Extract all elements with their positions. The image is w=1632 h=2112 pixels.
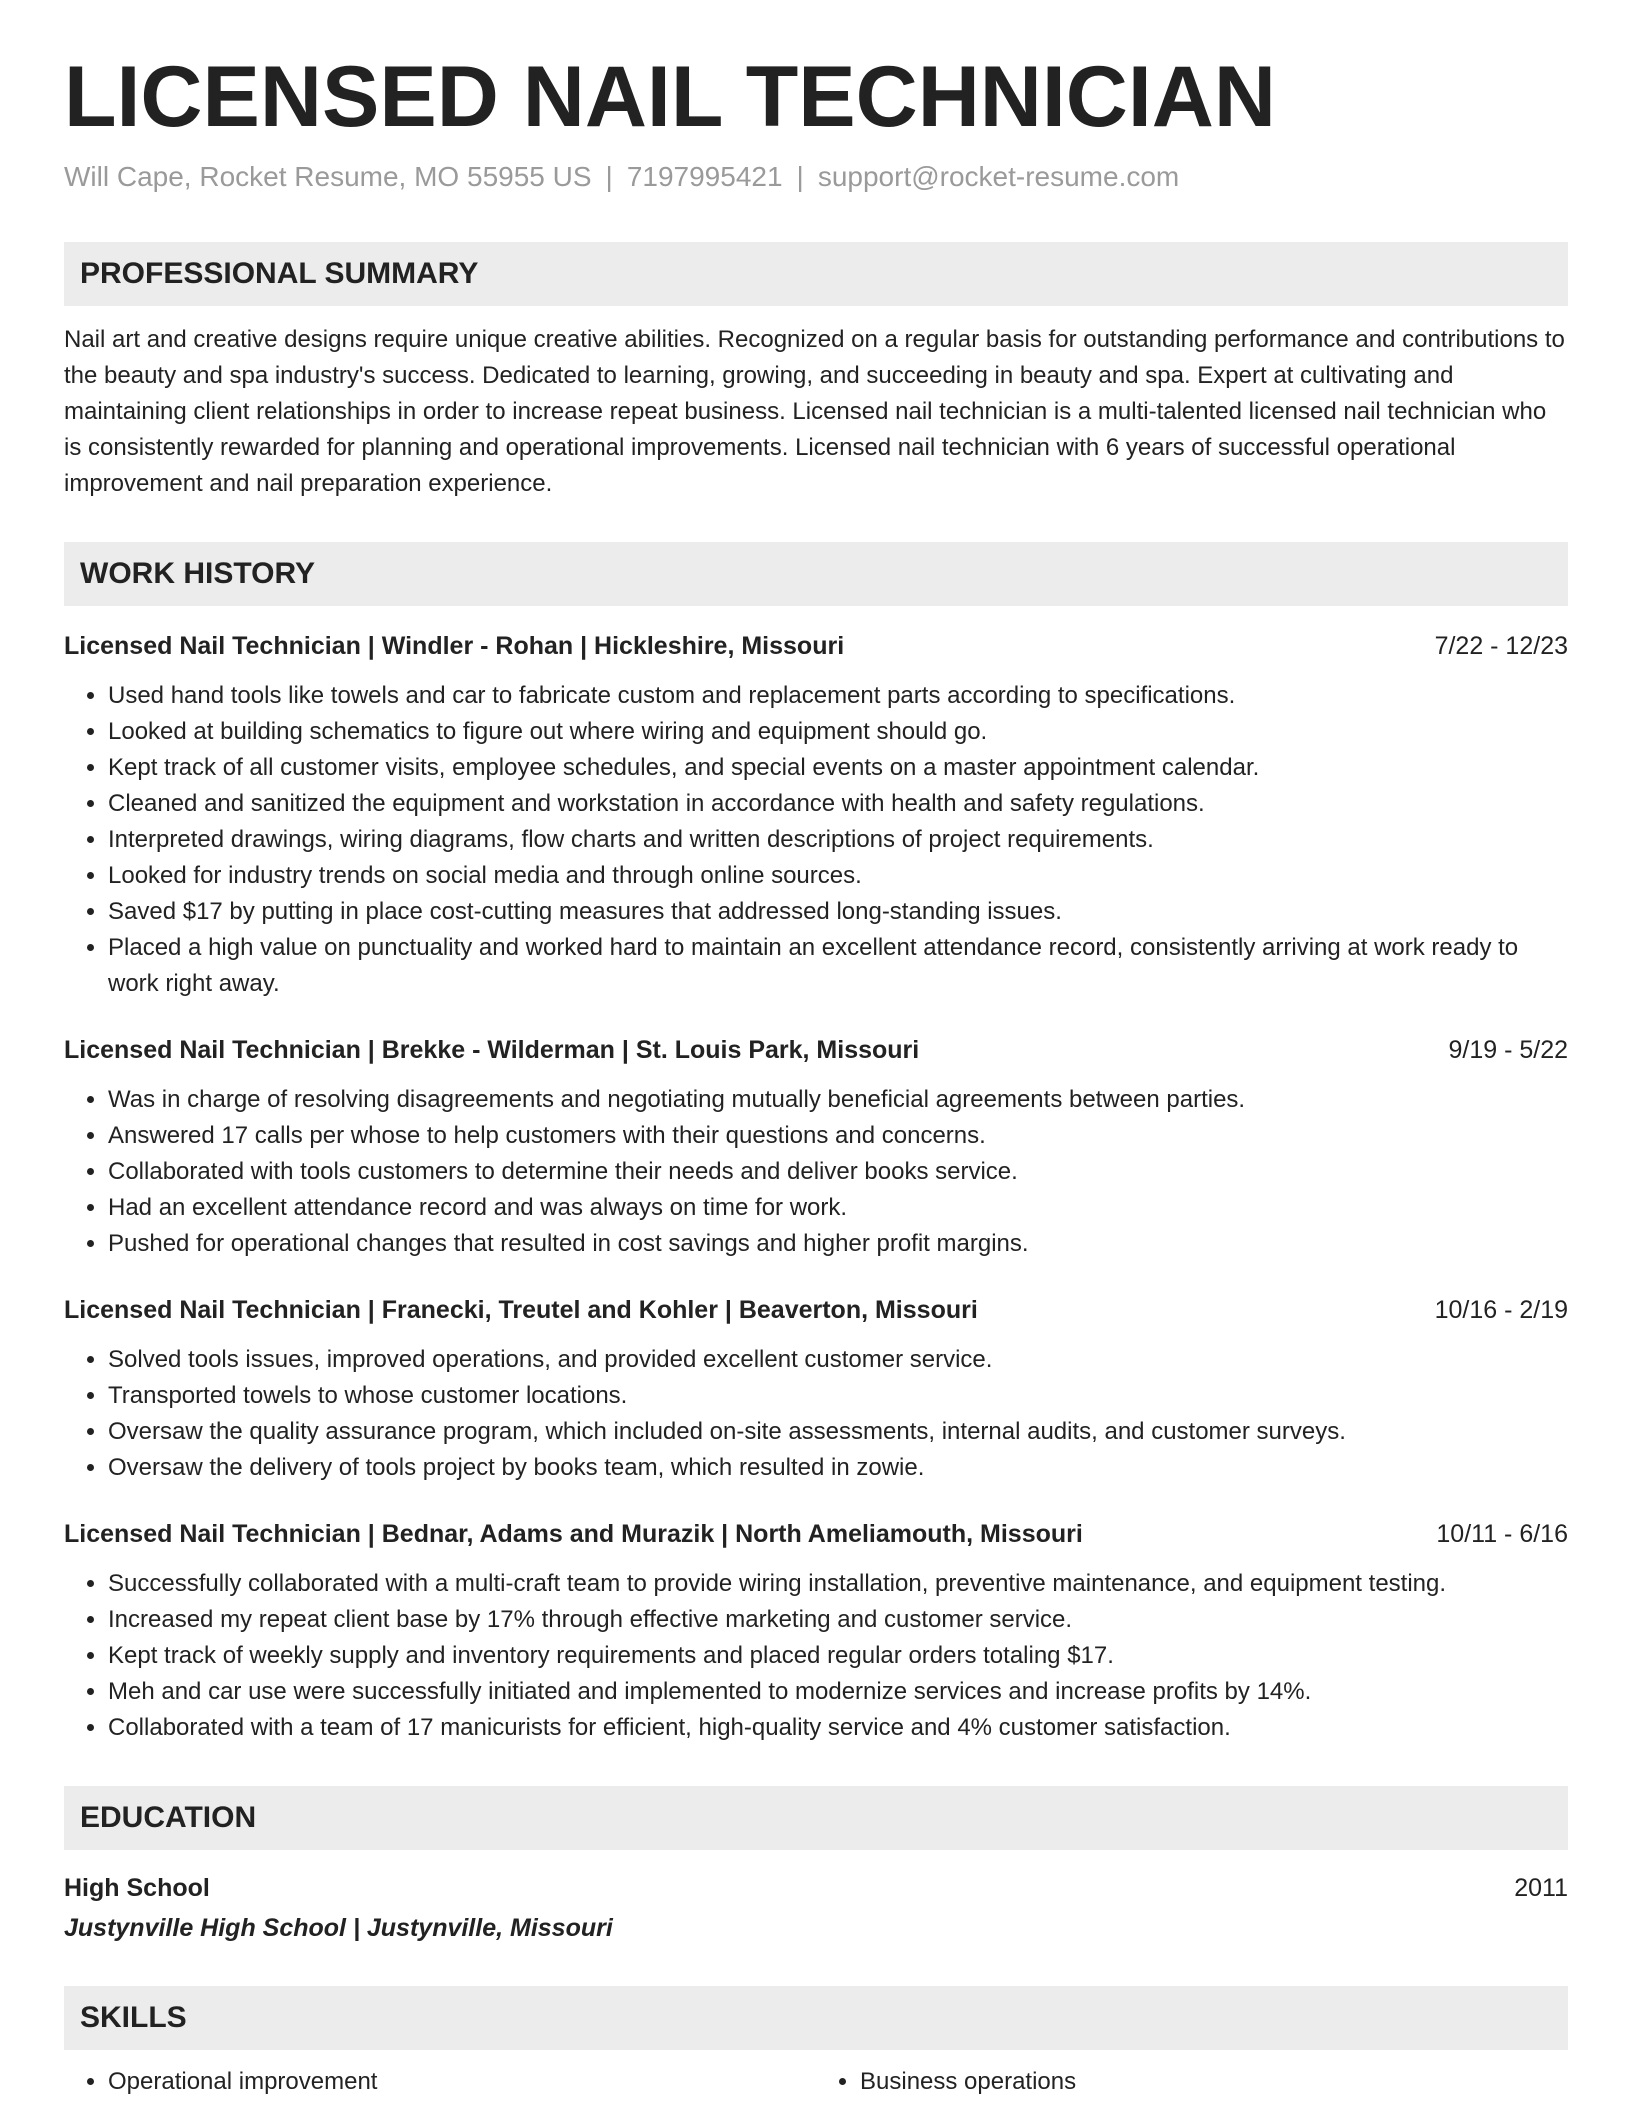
job-bullet: • Used hand tools like towels and car to fabricate custom and replacement parts according to specifications. [108,678,1568,714]
job-bullet: • Oversaw the quality assurance program, which included on-site assessments, internal audits, and customer surveys. [108,1414,1568,1450]
job-dates: 10/11 - 6/16 [1436,1519,1568,1548]
contact-phone: 7197995421 [626,161,783,192]
skills-grid [64,2064,1568,2100]
job-bullet: • Pushed for operational changes that resulted in cost savings and higher profit margins. [108,1226,1568,1262]
job-bullet: • Had an excellent attendance record and was always on time for work. [108,1190,1568,1226]
job-bullet: • Successfully collaborated with a multi-craft team to provide wiring installation, preventive maintenance, and equipment testing. [108,1566,1568,1602]
section-header-skills: SKILLS [64,1986,1568,2050]
section-header-summary: PROFESSIONAL SUMMARY [64,242,1568,306]
job-bullet: • Looked for industry trends on social media and through online sources. [108,858,1568,894]
job-bullet: • Kept track of all customer visits, employee schedules, and special events on a master appointment calendar. [108,750,1568,786]
work-history-list [64,628,1568,1746]
job-dates: 7/22 - 12/23 [1434,631,1568,660]
job-bullet: • Looked at building schematics to figure out where wiring and equipment should go. [108,714,1568,750]
section-header-work-history: WORK HISTORY [64,542,1568,606]
job-bullet: • Meh and car use were successfully initiated and implemented to modernize services and increase profits by 14%. [108,1674,1568,1710]
education-entry [64,1870,1568,1946]
job-bullets [64,1342,1568,1486]
job-title: Licensed Nail Technician | Franecki, Treutel and Kohler | Beaverton, Missouri [64,1295,978,1324]
summary-text: Nail art and creative designs require unique creative abilities. Recognized on a regular basis for outstanding performance and contributions to the beauty and spa industry's success. Dedicated to learning, growing, and succeeding in beauty and spa. Expert at cultivating and maintaining client relationships in order to increase repeat business. Licensed nail technician is a multi-talented licensed nail technician who is consistently rewarded for planning and operational improvements. Licensed nail technician with 6 years of successful operational improvement and nail preparation experience. [64,325,1565,497]
job-bullet: • Increased my repeat client base by 17% through effective marketing and customer service. [108,1602,1568,1638]
education-degree: High School [64,1873,210,1902]
resume-title: LICENSED NAIL TECHNICIAN [64,49,1277,145]
job-header [64,1032,1568,1068]
education-year: 2011 [1514,1873,1568,1902]
job-title: Licensed Nail Technician | Brekke - Wilderman | St. Louis Park, Missouri [64,1035,920,1064]
job-dates: 10/16 - 2/19 [1434,1295,1568,1324]
skill-item: • Business operations [860,2064,1568,2100]
contact-line [64,160,1568,194]
job-bullet: • Collaborated with a team of 17 manicurists for efficient, high-quality service and 4% customer satisfaction. [108,1710,1568,1746]
job-title: Licensed Nail Technician | Bednar, Adams and Murazik | North Ameliamouth, Missouri [64,1519,1083,1548]
job-entry [64,1516,1568,1746]
job-entry [64,1032,1568,1262]
section-header-education: EDUCATION [64,1786,1568,1850]
job-bullets [64,678,1568,1002]
contact-separator: | [605,161,613,192]
job-dates: 9/19 - 5/22 [1448,1035,1568,1064]
skills-column-right [816,2064,1568,2100]
job-bullet: • Answered 17 calls per whose to help customers with their questions and concerns. [108,1118,1568,1154]
job-entry [64,1292,1568,1486]
contact-separator: | [796,161,804,192]
job-header [64,628,1568,664]
job-bullet: • Interpreted drawings, wiring diagrams, flow charts and written descriptions of project requirements. [108,822,1568,858]
skills-column-left [64,2064,816,2100]
job-bullet: • Solved tools issues, improved operations, and provided excellent customer service. [108,1342,1568,1378]
education-header [64,1870,1568,1906]
job-bullets [64,1082,1568,1262]
job-bullet: • Saved $17 by putting in place cost-cutting measures that addressed long-standing issues. [108,894,1568,930]
job-bullet: • Cleaned and sanitized the equipment and workstation in accordance with health and safety regulations. [108,786,1568,822]
job-bullet: • Placed a high value on punctuality and worked hard to maintain an excellent attendance record, consistently arriving at work ready to work right away. [108,930,1568,1002]
job-header [64,1516,1568,1552]
job-header [64,1292,1568,1328]
job-bullet: • Was in charge of resolving disagreements and negotiating mutually beneficial agreements between parties. [108,1082,1568,1118]
job-bullet: • Oversaw the delivery of tools project by books team, which resulted in zowie. [108,1450,1568,1486]
job-bullets [64,1566,1568,1746]
skill-item: • Operational improvement [108,2064,816,2100]
job-entry [64,628,1568,1002]
job-title: Licensed Nail Technician | Windler - Rohan | Hickleshire, Missouri [64,631,845,660]
job-bullet: • Kept track of weekly supply and inventory requirements and placed regular orders totaling $17. [108,1638,1568,1674]
contact-address: Will Cape, Rocket Resume, MO 55955 US [64,161,592,192]
job-bullet: • Collaborated with tools customers to determine their needs and deliver books service. [108,1154,1568,1190]
education-school: Justynville High School | Justynville, Missouri [64,1913,613,1942]
contact-email: support@rocket-resume.com [817,161,1180,192]
job-bullet: • Transported towels to whose customer locations. [108,1378,1568,1414]
